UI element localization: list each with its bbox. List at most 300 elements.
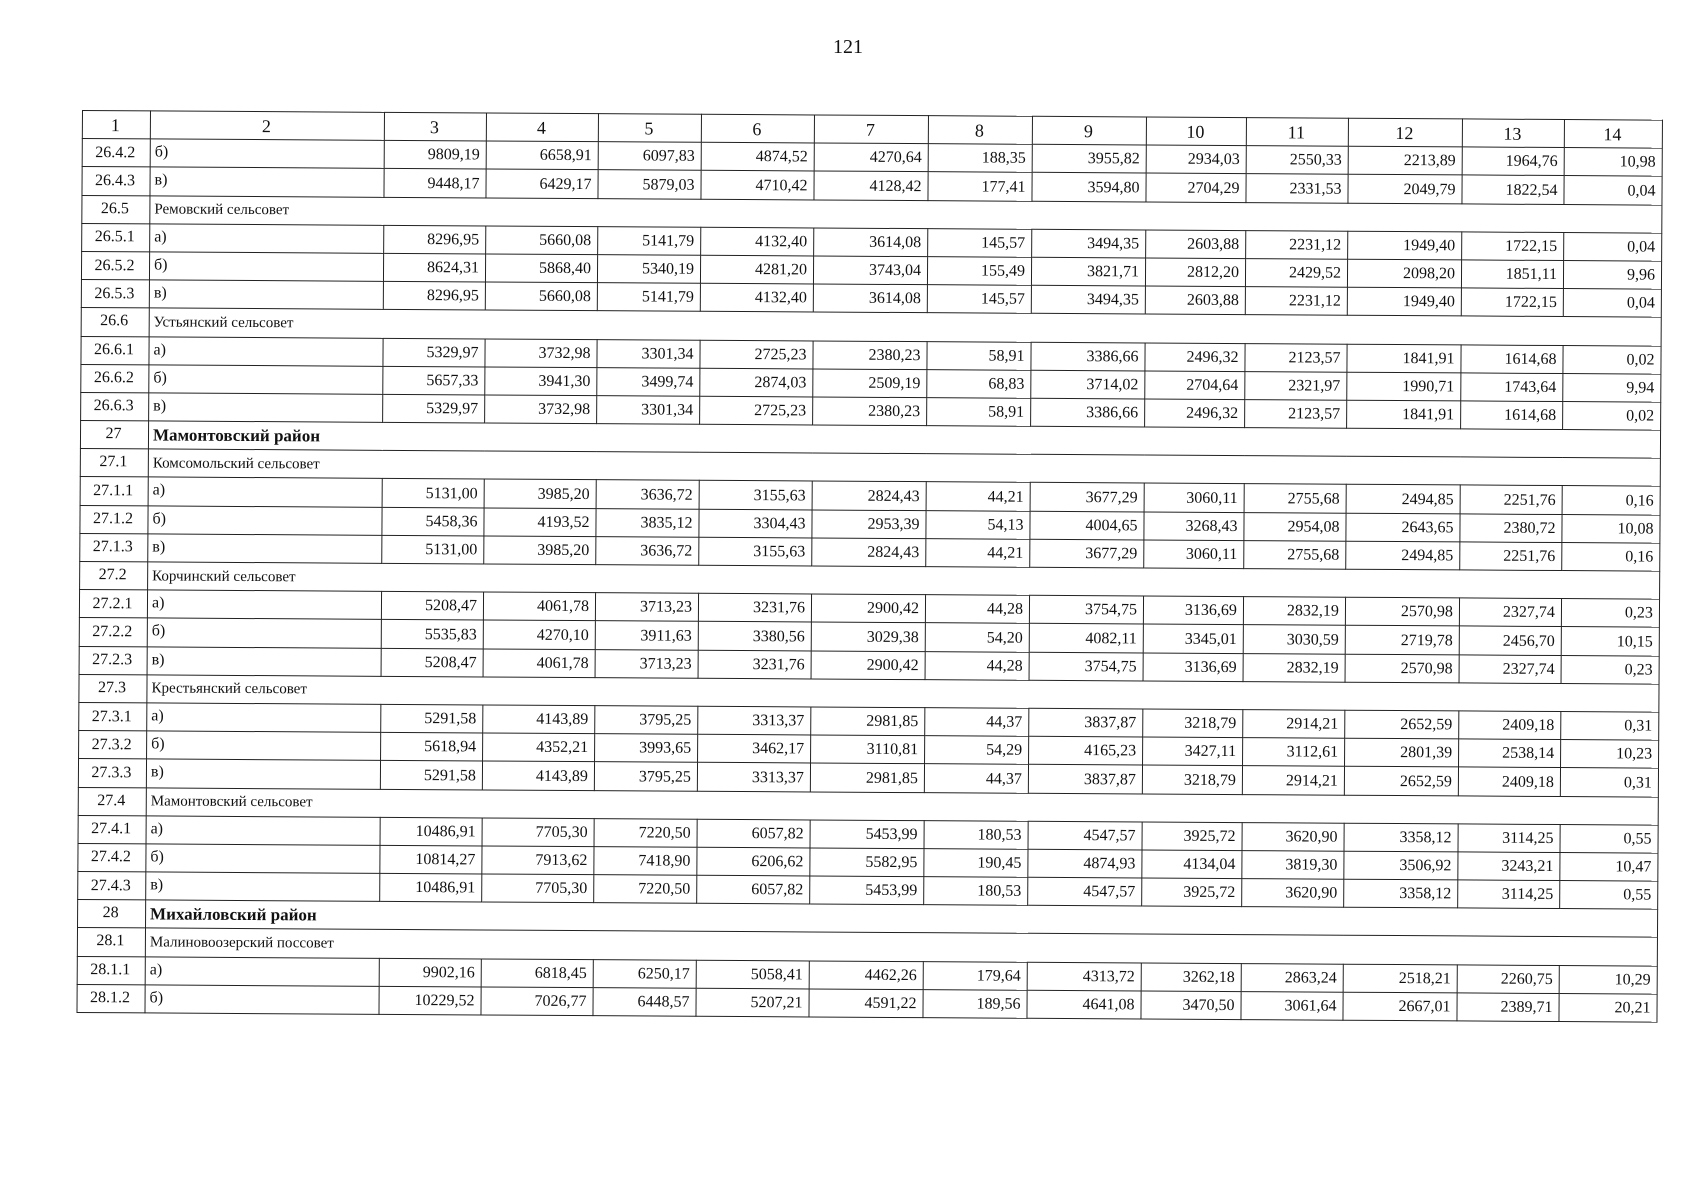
value-cell: 3614,08 <box>813 284 927 313</box>
value-cell: 4134,04 <box>1142 850 1242 879</box>
value-cell: 4874,52 <box>701 142 814 171</box>
value-cell: 44,37 <box>925 708 1029 737</box>
subitem-label: б) <box>147 618 381 648</box>
value-cell: 3743,04 <box>813 256 927 285</box>
value-cell: 3380,56 <box>698 622 811 651</box>
value-cell: 9,94 <box>1563 373 1661 402</box>
value-cell: 10229,52 <box>379 986 481 1015</box>
council-title: Ремовский сельсовет <box>150 195 1662 232</box>
value-cell: 3594,80 <box>1032 173 1146 202</box>
value-cell: 5208,47 <box>381 592 483 621</box>
council-title: Корчинский сельсовет <box>148 562 1660 599</box>
value-cell: 2801,39 <box>1345 738 1459 767</box>
value-cell: 2331,53 <box>1246 174 1348 203</box>
council-title: Малиновоозерский поссовет <box>145 928 1657 965</box>
subitem-label: б) <box>148 506 382 536</box>
value-cell: 2494,85 <box>1346 485 1460 514</box>
value-cell: 6206,62 <box>697 847 810 876</box>
value-cell: 8296,95 <box>383 281 485 310</box>
value-cell: 3114,25 <box>1458 880 1560 909</box>
value-cell: 58,91 <box>927 398 1031 427</box>
value-cell: 8624,31 <box>383 253 485 282</box>
column-header: 13 <box>1462 119 1564 148</box>
column-header: 8 <box>928 116 1032 145</box>
subitem-label: б) <box>149 252 383 282</box>
value-cell: 0,55 <box>1560 881 1658 910</box>
value-cell: 3821,71 <box>1031 257 1145 286</box>
value-cell: 6818,45 <box>481 959 593 988</box>
row-number: 27.1.3 <box>80 533 148 562</box>
value-cell: 5660,08 <box>486 226 598 255</box>
value-cell: 2954,08 <box>1244 512 1346 541</box>
row-number: 28 <box>78 900 146 929</box>
value-cell: 4591,22 <box>809 989 923 1018</box>
value-cell: 3614,08 <box>814 228 928 257</box>
value-cell: 2719,78 <box>1345 626 1459 655</box>
value-cell: 3386,66 <box>1031 342 1145 371</box>
value-cell: 2327,74 <box>1459 598 1561 627</box>
value-cell: 0,04 <box>1563 289 1661 318</box>
row-number: 27 <box>80 421 148 450</box>
value-cell: 5141,79 <box>598 226 701 255</box>
value-cell: 7026,77 <box>481 987 593 1016</box>
value-cell: 6057,82 <box>697 819 810 848</box>
subitem-label: в) <box>150 167 384 197</box>
value-cell: 180,53 <box>924 820 1028 849</box>
value-cell: 9,96 <box>1563 260 1661 289</box>
value-cell: 2518,21 <box>1343 964 1457 993</box>
value-cell: 2231,12 <box>1245 287 1347 316</box>
row-number: 27.1.1 <box>80 477 148 506</box>
value-cell: 2914,21 <box>1243 710 1345 739</box>
value-cell: 2409,18 <box>1458 767 1560 796</box>
column-header: 9 <box>1032 116 1146 145</box>
value-cell: 145,57 <box>928 228 1032 257</box>
value-cell: 0,55 <box>1560 824 1658 853</box>
value-cell: 4547,57 <box>1028 877 1142 906</box>
value-cell: 20,21 <box>1559 993 1657 1022</box>
value-cell: 3262,18 <box>1141 963 1241 992</box>
value-cell: 2981,85 <box>810 763 924 792</box>
value-cell: 1990,71 <box>1347 372 1461 401</box>
value-cell: 4143,89 <box>483 705 595 734</box>
value-cell: 3112,61 <box>1243 738 1345 767</box>
subitem-label: а) <box>149 336 383 366</box>
row-number: 27.2.3 <box>79 646 147 675</box>
value-cell: 2251,76 <box>1460 542 1562 571</box>
value-cell: 10,98 <box>1564 148 1662 177</box>
row-number: 26.5.3 <box>81 280 149 309</box>
value-cell: 3301,34 <box>597 396 700 425</box>
value-cell: 6429,17 <box>486 169 598 198</box>
value-cell: 10,08 <box>1562 514 1660 543</box>
value-cell: 4710,42 <box>701 171 814 200</box>
row-number: 26.6.2 <box>81 364 149 393</box>
value-cell: 9902,16 <box>379 958 481 987</box>
value-cell: 180,53 <box>924 877 1028 906</box>
value-cell: 7705,30 <box>482 818 594 847</box>
value-cell: 4313,72 <box>1027 962 1141 991</box>
row-number: 27.3.1 <box>79 702 147 731</box>
value-cell: 3155,63 <box>699 481 812 510</box>
value-cell: 2667,01 <box>1343 992 1457 1021</box>
value-cell: 5058,41 <box>696 960 809 989</box>
value-cell: 2914,21 <box>1242 766 1344 795</box>
value-cell: 2725,23 <box>700 396 813 425</box>
value-cell: 2260,75 <box>1457 965 1559 994</box>
value-cell: 188,35 <box>928 144 1032 173</box>
value-cell: 0,23 <box>1561 655 1659 684</box>
value-cell: 1841,91 <box>1347 400 1461 429</box>
column-header: 3 <box>384 112 486 141</box>
value-cell: 2643,65 <box>1346 513 1460 542</box>
value-cell: 5657,33 <box>383 366 485 395</box>
value-cell: 44,21 <box>926 538 1030 567</box>
value-cell: 3636,72 <box>596 480 699 509</box>
value-cell: 3925,72 <box>1142 822 1242 851</box>
value-cell: 3386,66 <box>1031 398 1145 427</box>
value-cell: 2603,88 <box>1145 286 1245 315</box>
value-cell: 3218,79 <box>1142 765 1242 794</box>
value-cell: 3029,38 <box>811 622 925 651</box>
value-cell: 2123,57 <box>1245 343 1347 372</box>
column-header: 2 <box>150 111 384 141</box>
value-cell: 9809,19 <box>384 141 486 170</box>
value-cell: 7220,50 <box>594 875 697 904</box>
value-cell: 3506,92 <box>1344 851 1458 880</box>
column-header: 4 <box>486 113 598 142</box>
subitem-label: б) <box>147 731 381 761</box>
value-cell: 1841,91 <box>1347 344 1461 373</box>
row-number: 27.3.3 <box>78 759 146 788</box>
council-title: Устьянский сельсовет <box>149 308 1661 345</box>
value-cell: 3114,25 <box>1458 824 1560 853</box>
column-header: 1 <box>82 111 150 140</box>
value-cell: 2213,89 <box>1348 146 1462 175</box>
subitem-label: б) <box>150 139 384 169</box>
value-cell: 0,02 <box>1563 401 1661 430</box>
value-cell: 1614,68 <box>1461 401 1563 430</box>
value-cell: 3732,98 <box>485 338 597 367</box>
value-cell: 6658,91 <box>486 141 598 170</box>
value-cell: 4547,57 <box>1028 821 1142 850</box>
value-cell: 1722,15 <box>1462 232 1564 261</box>
value-cell: 2953,39 <box>812 510 926 539</box>
subitem-label: б) <box>146 844 380 874</box>
value-cell: 3218,79 <box>1143 709 1243 738</box>
value-cell: 3313,37 <box>698 706 811 735</box>
row-number: 26.6 <box>81 308 149 337</box>
value-cell: 3677,29 <box>1030 539 1144 568</box>
value-cell: 54,13 <box>926 510 1030 539</box>
row-number: 28.1.1 <box>77 956 145 985</box>
value-cell: 3061,64 <box>1241 991 1343 1020</box>
value-cell: 3136,69 <box>1143 653 1243 682</box>
value-cell: 3499,74 <box>597 367 700 396</box>
value-cell: 5458,36 <box>382 507 484 536</box>
value-cell: 3985,20 <box>484 536 596 565</box>
value-cell: 7705,30 <box>482 874 594 903</box>
subitem-label: в) <box>148 534 382 564</box>
value-cell: 2327,74 <box>1459 654 1561 683</box>
value-cell: 10486,91 <box>380 873 482 902</box>
value-cell: 0,04 <box>1564 232 1662 261</box>
subitem-label: б) <box>149 365 383 395</box>
value-cell: 10,15 <box>1561 627 1659 656</box>
value-cell: 9448,17 <box>384 169 486 198</box>
value-cell: 3358,12 <box>1344 823 1458 852</box>
value-cell: 4132,40 <box>701 227 814 256</box>
value-cell: 3494,35 <box>1031 285 1145 314</box>
row-number: 26.6.3 <box>81 392 149 421</box>
subitem-label: а) <box>146 816 380 846</box>
value-cell: 2652,59 <box>1344 767 1458 796</box>
value-cell: 0,23 <box>1561 599 1659 628</box>
value-cell: 2496,32 <box>1145 342 1245 371</box>
value-cell: 2380,72 <box>1460 514 1562 543</box>
value-cell: 3993,65 <box>595 734 698 763</box>
district-title: Михайловский район <box>146 900 1658 937</box>
subitem-label: б) <box>145 985 379 1015</box>
row-number: 26.5.1 <box>82 223 150 252</box>
value-cell: 2900,42 <box>811 594 925 623</box>
value-cell: 10,29 <box>1559 965 1657 994</box>
value-cell: 4270,64 <box>814 143 928 172</box>
table-body <box>77 111 1662 1023</box>
value-cell: 5291,58 <box>381 704 483 733</box>
subitem-label: в) <box>149 393 383 423</box>
value-cell: 4128,42 <box>814 171 928 200</box>
subitem-label: а) <box>148 477 382 507</box>
value-cell: 2380,23 <box>813 397 927 426</box>
value-cell: 7913,62 <box>482 846 594 875</box>
value-cell: 10,47 <box>1560 852 1658 881</box>
value-cell: 3754,75 <box>1029 595 1143 624</box>
value-cell: 4061,78 <box>483 592 595 621</box>
value-cell: 179,64 <box>923 961 1027 990</box>
subitem-label: а) <box>147 590 381 620</box>
value-cell: 1949,40 <box>1348 231 1462 260</box>
column-header: 5 <box>598 114 701 143</box>
value-cell: 2494,85 <box>1346 541 1460 570</box>
value-cell: 2123,57 <box>1245 399 1347 428</box>
value-cell: 5207,21 <box>696 988 809 1017</box>
column-header: 11 <box>1246 118 1348 147</box>
value-cell: 3941,30 <box>485 367 597 396</box>
value-cell: 2900,42 <box>811 651 925 680</box>
value-cell: 4462,26 <box>809 961 923 990</box>
value-cell: 3985,20 <box>484 479 596 508</box>
value-cell: 2389,71 <box>1457 993 1559 1022</box>
value-cell: 4004,65 <box>1030 511 1144 540</box>
value-cell: 189,56 <box>923 989 1027 1018</box>
value-cell: 2755,68 <box>1244 540 1346 569</box>
value-cell: 4132,40 <box>700 283 813 312</box>
row-number: 27.4.3 <box>78 872 146 901</box>
value-cell: 4082,11 <box>1029 624 1143 653</box>
value-cell: 3358,12 <box>1344 879 1458 908</box>
value-cell: 1851,11 <box>1461 260 1563 289</box>
row-number: 26.5 <box>82 195 150 224</box>
value-cell: 3713,23 <box>595 593 698 622</box>
value-cell: 1964,76 <box>1462 147 1564 176</box>
value-cell: 2409,18 <box>1459 711 1561 740</box>
value-cell: 3795,25 <box>594 762 697 791</box>
value-cell: 44,28 <box>925 595 1029 624</box>
value-cell: 1822,54 <box>1462 175 1564 204</box>
value-cell: 5582,95 <box>810 848 924 877</box>
value-cell: 2098,20 <box>1347 259 1461 288</box>
value-cell: 2570,98 <box>1345 597 1459 626</box>
value-cell: 8296,95 <box>384 225 486 254</box>
value-cell: 3231,76 <box>698 650 811 679</box>
value-cell: 155,49 <box>927 257 1031 286</box>
value-cell: 4641,08 <box>1027 990 1141 1019</box>
value-cell: 1949,40 <box>1347 287 1461 316</box>
value-cell: 5131,00 <box>382 479 484 508</box>
value-cell: 6097,83 <box>598 142 701 171</box>
value-cell: 5868,40 <box>485 254 597 283</box>
value-cell: 5329,97 <box>383 338 485 367</box>
value-cell: 3819,30 <box>1242 850 1344 879</box>
value-cell: 3713,23 <box>595 649 698 678</box>
value-cell: 2704,29 <box>1146 173 1246 202</box>
value-cell: 4193,52 <box>484 508 596 537</box>
value-cell: 2509,19 <box>813 369 927 398</box>
value-cell: 3155,63 <box>699 537 812 566</box>
subitem-label: в) <box>146 872 380 902</box>
value-cell: 2652,59 <box>1345 710 1459 739</box>
value-cell: 3925,72 <box>1142 878 1242 907</box>
council-title: Комсомольский сельсовет <box>148 449 1660 486</box>
row-number: 26.6.1 <box>81 336 149 365</box>
row-number: 26.5.2 <box>81 251 149 280</box>
value-cell: 54,20 <box>925 623 1029 652</box>
value-cell: 177,41 <box>928 172 1032 201</box>
value-cell: 7418,90 <box>594 847 697 876</box>
value-cell: 5141,79 <box>597 283 700 312</box>
value-cell: 54,29 <box>925 736 1029 765</box>
value-cell: 0,16 <box>1562 542 1660 571</box>
value-cell: 3955,82 <box>1032 144 1146 173</box>
value-cell: 1743,64 <box>1461 373 1563 402</box>
row-number: 27.4.1 <box>78 815 146 844</box>
value-cell: 3732,98 <box>485 395 597 424</box>
value-cell: 190,45 <box>924 849 1028 878</box>
value-cell: 0,02 <box>1563 345 1661 374</box>
value-cell: 2570,98 <box>1345 654 1459 683</box>
value-cell: 2934,03 <box>1146 145 1246 174</box>
council-title: Крестьянский сельсовет <box>147 675 1659 712</box>
value-cell: 2874,03 <box>700 368 813 397</box>
value-cell: 10486,91 <box>380 817 482 846</box>
value-cell: 2456,70 <box>1459 626 1561 655</box>
value-cell: 4281,20 <box>700 255 813 284</box>
district-title: Мамонтовский район <box>148 421 1660 458</box>
value-cell: 2231,12 <box>1246 230 1348 259</box>
row-number: 26.4.3 <box>82 167 150 196</box>
value-cell: 4061,78 <box>483 649 595 678</box>
value-cell: 2824,43 <box>812 481 926 510</box>
value-cell: 2832,19 <box>1243 653 1345 682</box>
value-cell: 2863,24 <box>1241 963 1343 992</box>
row-number: 27.4.2 <box>78 843 146 872</box>
value-cell: 5291,58 <box>380 761 482 790</box>
value-cell: 3268,43 <box>1144 512 1244 541</box>
row-number: 27.3 <box>79 674 147 703</box>
tariff-table <box>76 110 1662 1023</box>
value-cell: 5660,08 <box>485 282 597 311</box>
row-number: 27.2.2 <box>79 618 147 647</box>
value-cell: 0,31 <box>1560 768 1658 797</box>
value-cell: 2603,88 <box>1146 230 1246 259</box>
value-cell: 10,23 <box>1561 740 1659 769</box>
value-cell: 3714,02 <box>1031 370 1145 399</box>
council-title: Мамонтовский сельсовет <box>146 787 1658 824</box>
value-cell: 0,16 <box>1562 486 1660 515</box>
column-header: 7 <box>814 115 928 144</box>
value-cell: 58,91 <box>927 341 1031 370</box>
value-cell: 2321,97 <box>1245 371 1347 400</box>
value-cell: 3620,90 <box>1242 822 1344 851</box>
value-cell: 7220,50 <box>594 818 697 847</box>
value-cell: 1614,68 <box>1461 344 1563 373</box>
row-number: 27.3.2 <box>79 731 147 760</box>
value-cell: 2725,23 <box>700 340 813 369</box>
value-cell: 4165,23 <box>1029 736 1143 765</box>
value-cell: 3835,12 <box>596 508 699 537</box>
value-cell: 3427,11 <box>1143 737 1243 766</box>
value-cell: 3136,69 <box>1143 596 1243 625</box>
value-cell: 3030,59 <box>1243 625 1345 654</box>
value-cell: 3795,25 <box>595 706 698 735</box>
value-cell: 145,57 <box>927 285 1031 314</box>
value-cell: 2538,14 <box>1459 739 1561 768</box>
value-cell: 2429,52 <box>1245 259 1347 288</box>
value-cell: 3060,11 <box>1144 540 1244 569</box>
value-cell: 2981,85 <box>811 707 925 736</box>
value-cell: 5208,47 <box>381 648 483 677</box>
value-cell: 4874,93 <box>1028 849 1142 878</box>
value-cell: 3837,87 <box>1029 708 1143 737</box>
row-number: 27.1 <box>80 449 148 478</box>
value-cell: 3754,75 <box>1029 652 1143 681</box>
value-cell: 3837,87 <box>1028 765 1142 794</box>
value-cell: 3494,35 <box>1032 229 1146 258</box>
value-cell: 2704,64 <box>1145 371 1245 400</box>
value-cell: 5618,94 <box>381 732 483 761</box>
value-cell: 44,28 <box>925 651 1029 680</box>
value-cell: 3462,17 <box>698 734 811 763</box>
value-cell: 3313,37 <box>697 763 810 792</box>
value-cell: 5879,03 <box>598 170 701 199</box>
value-cell: 3304,43 <box>699 509 812 538</box>
row-number: 27.2 <box>80 561 148 590</box>
value-cell: 4143,89 <box>482 761 594 790</box>
value-cell: 10814,27 <box>380 845 482 874</box>
value-cell: 3110,81 <box>811 735 925 764</box>
value-cell: 2812,20 <box>1145 258 1245 287</box>
value-cell: 2550,33 <box>1246 146 1348 175</box>
value-cell: 2824,43 <box>812 538 926 567</box>
value-cell: 2496,32 <box>1145 399 1245 428</box>
column-header: 14 <box>1564 120 1662 149</box>
value-cell: 3243,21 <box>1458 852 1560 881</box>
value-cell: 4270,10 <box>483 620 595 649</box>
value-cell: 4352,21 <box>483 733 595 762</box>
value-cell: 5453,99 <box>810 876 924 905</box>
value-cell: 3911,63 <box>595 621 698 650</box>
